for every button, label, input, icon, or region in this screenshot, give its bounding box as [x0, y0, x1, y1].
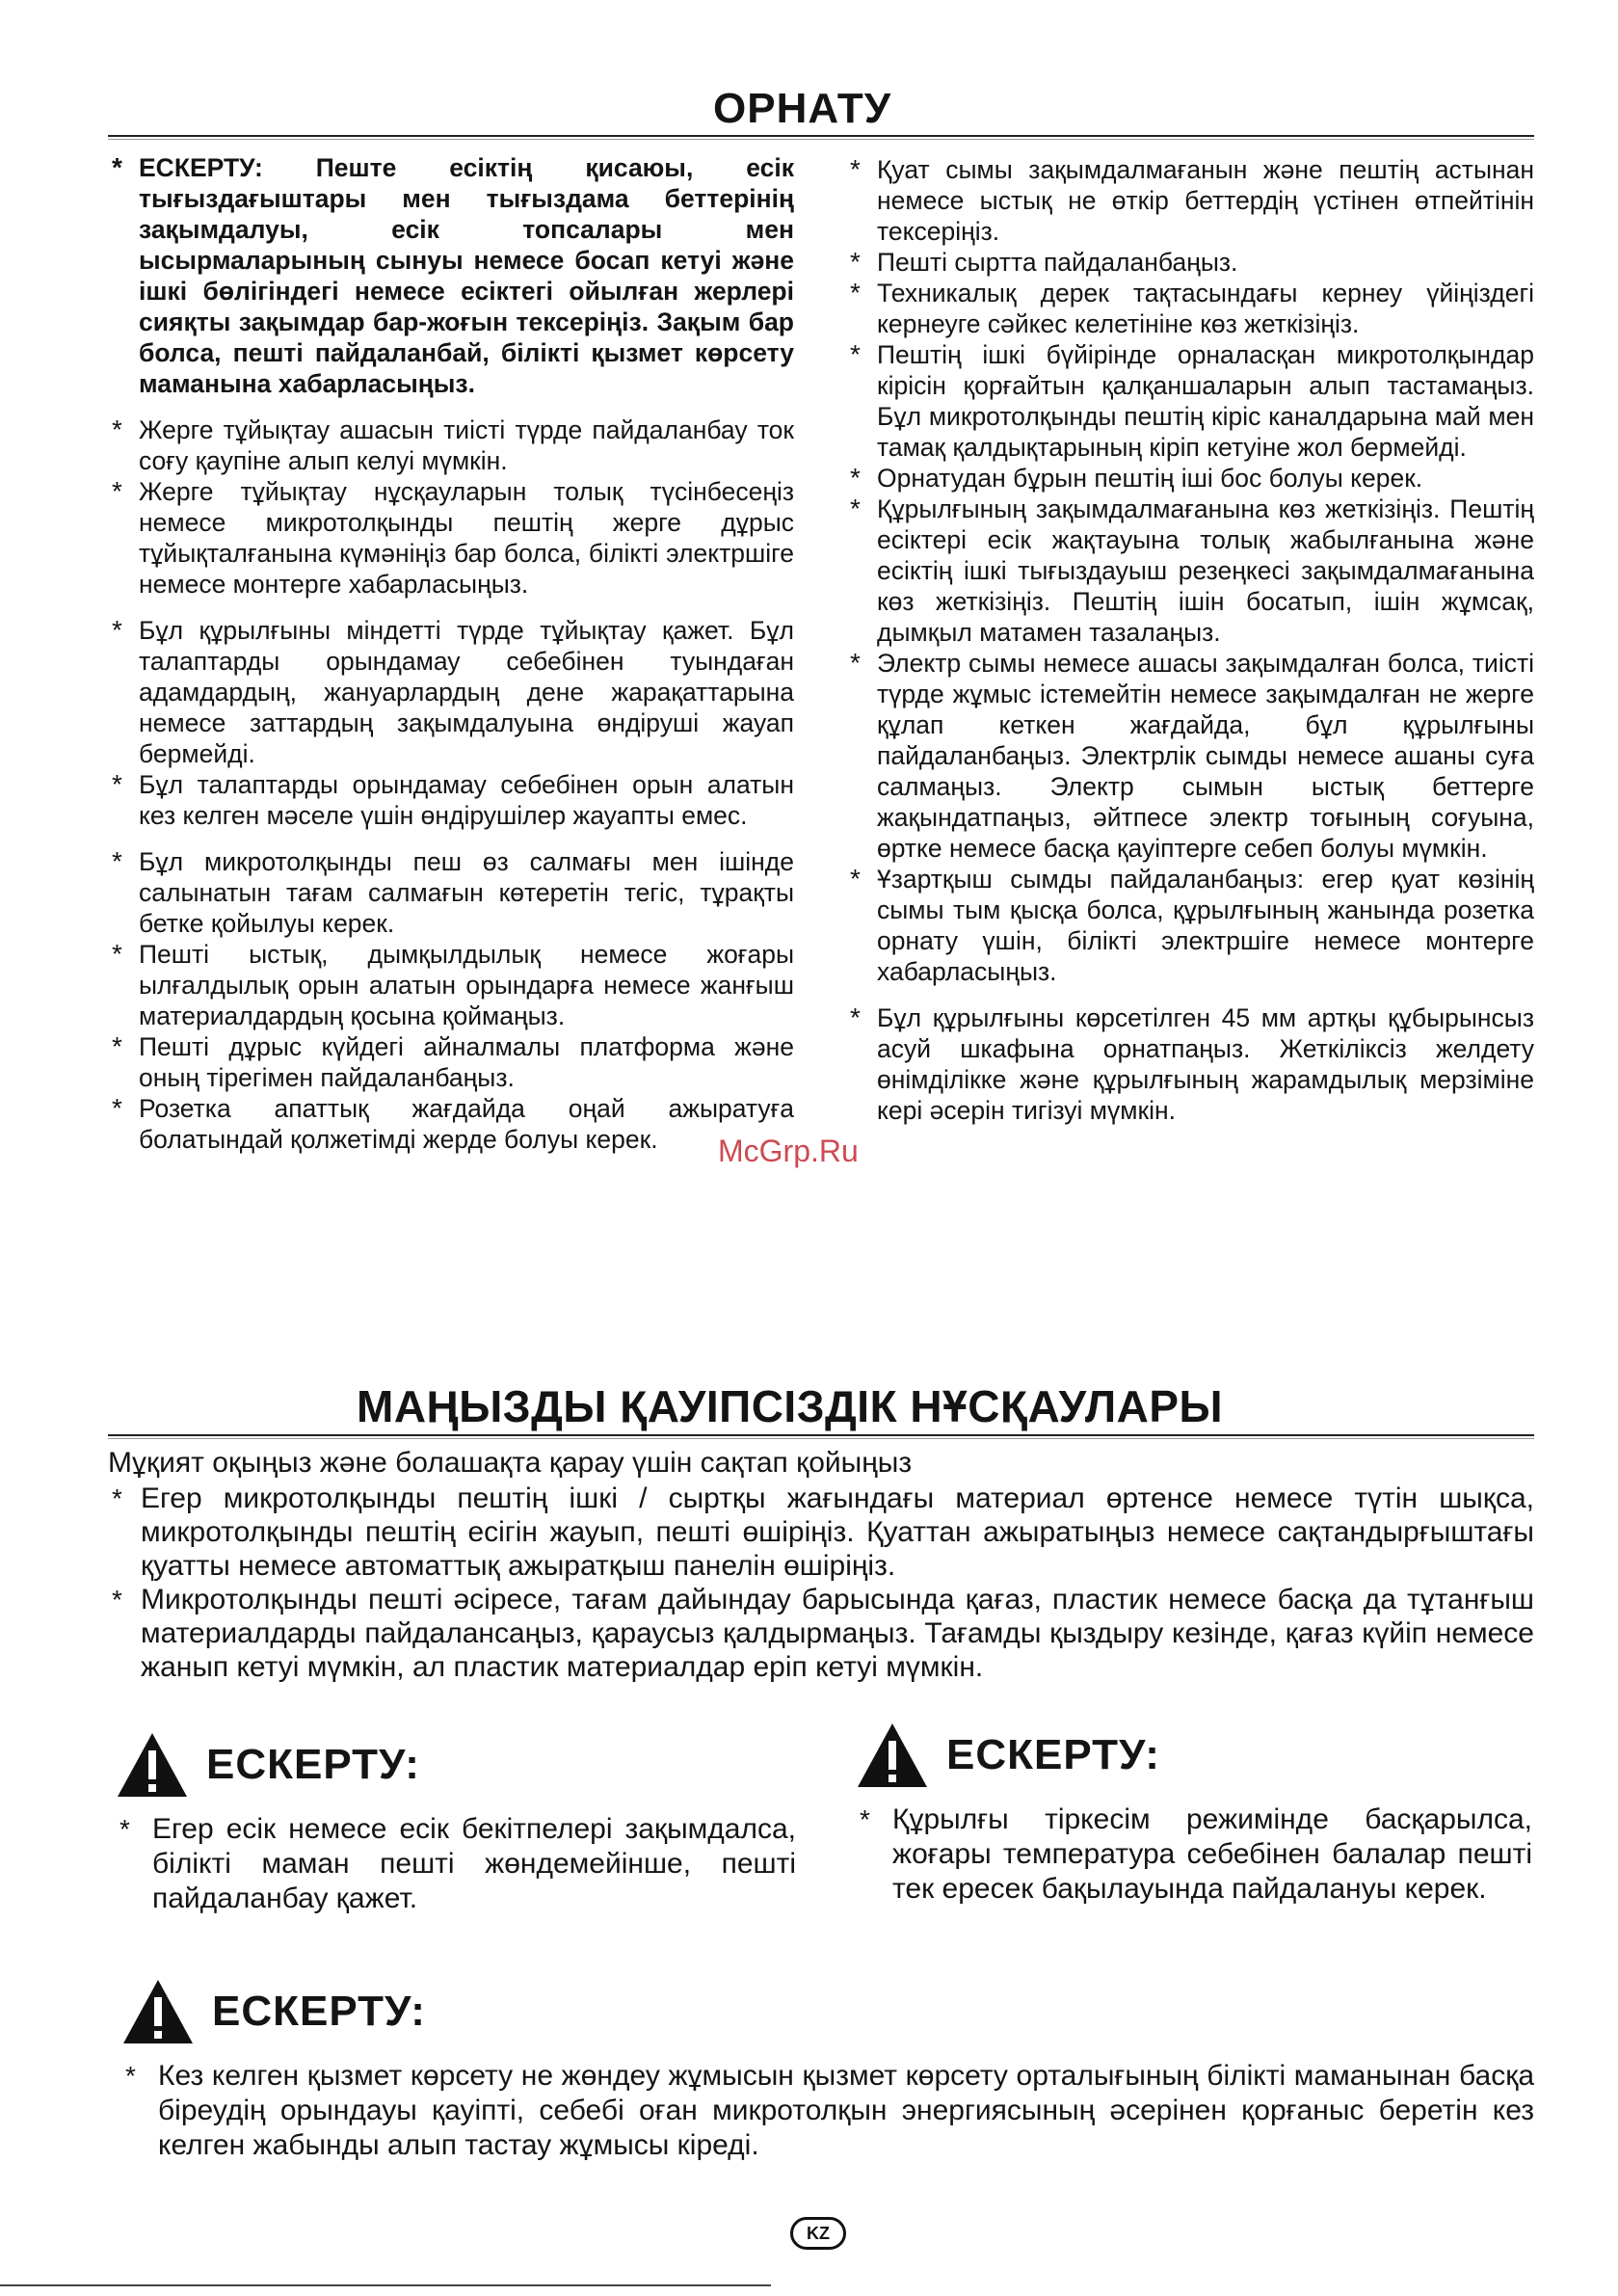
- bullet-star: *: [850, 1002, 861, 1032]
- list-item: * Пештің ішкі бүйірінде орналасқан микротолқындар кірісін қорғайтын қалқаншаларын алып тастамаңыз. Бұл микротолқынды пештің кіріс каналдарына май мен тамақ қалдықтарының кіріп кетуіне жол бермейді.: [850, 339, 1534, 462]
- safety-section: [108, 1446, 1534, 1684]
- list-item: * Пешті дұрыс күйдегі айналмалы платформа және оның тірегімен пайдаланбаңыз.: [112, 1031, 794, 1092]
- bullet-star: *: [850, 463, 861, 493]
- bullet-star: *: [850, 247, 861, 277]
- warning-block: [856, 1722, 1532, 1907]
- list-item: * Бұл құрылғыны міндетті түрде тұйықтау қажет. Бұл талаптарды орындамау себебінен туындаған адамдардың, жануарлардың дене жарақаттарына немесе заттардың зақымдалуына өндіруші жауап бермейді.: [112, 615, 794, 768]
- list-item: * Құрылғы тіркесім режимінде басқарылса, жоғары температура себебінен балалар пешті тек ересек бақылауында пайдалануы керек.: [860, 1803, 1532, 1905]
- bullet-star: *: [112, 846, 122, 876]
- warning-triangle-icon: [116, 1731, 189, 1799]
- bullet-star: *: [112, 1093, 122, 1123]
- bullet-star: *: [112, 1031, 122, 1061]
- bullet-star: *: [850, 278, 861, 307]
- section-title: МАҢЫЗДЫ ҚАУІПСІЗДІК НҰСҚАУЛАРЫ: [357, 1381, 1224, 1431]
- warning-label: ЕСКЕРТУ:: [212, 1988, 426, 2035]
- bullet-star: *: [850, 154, 861, 184]
- list-item: * Пешті сыртта пайдаланбаңыз.: [850, 247, 1238, 277]
- bullet-star: *: [112, 1483, 122, 1513]
- warning-triangle-icon: [121, 1978, 195, 2045]
- bullet-star: *: [860, 1804, 870, 1834]
- list-item: * Пешті ыстық, дымқылдылық немесе жоғары ылғалдылық орын алатын орындарға немесе жанғыш материалдардың қосына қоймаңыз.: [112, 939, 794, 1030]
- bullet-star: *: [850, 864, 861, 894]
- list-item: * Орнатудан бұрын пештің іші бос болуы керек.: [850, 463, 1423, 493]
- bullet-star: *: [850, 494, 861, 523]
- bullet-star: *: [112, 476, 122, 506]
- page-title: ОРНАТУ: [713, 85, 892, 132]
- safety-intro: Мұқият оқыңыз және болашақта қарау үшін сақтап қойыңыз: [108, 1447, 913, 1479]
- warning-label: ЕСКЕРТУ:: [946, 1731, 1160, 1778]
- list-item: * Бұл құрылғыны көрсетілген 45 мм артқы құбырынсыз асуй шкафына орнатпаңыз. Жеткіліксіз желдету өнімділікке және құрылғының жарамдылық мерзіміне кері әсерін тигізуі мүмкін.: [850, 1002, 1534, 1125]
- list-item: * Жерге тұйықтау ашасын тиісті түрде пайдаланбау ток соғу қаупіне алып келуі мүмкін.: [112, 414, 794, 475]
- list-item: * ЕСКЕРТУ: Пеште есіктің қисаюы, есік тығыздағыштары мен тығыздама беттерінің зақымдалуы, есік топсалары мен ысырмаларының сынуы немесе босап кетуі және ішкі бөлігіндегі немесе есіктегі ойылған жерлері сияқты зақымдар бар-жоғын тексеріңіз. Зақым бар болса, пешті пайдаланбай, білікті қызмет көрсету маманына хабарласыңыз.: [112, 152, 794, 398]
- list-item: * Қуат сымы зақымдалмағанын және пештің астынан немесе ыстық не өткір беттердің үстінен өтпейтінін тексеріңіз.: [850, 154, 1534, 246]
- list-item: * Электр сымы немесе ашасы зақымдалған болса, тиісті түрде жұмыс істемейтін немесе зақымдалған не жерге құлап кеткен жағдайда, бұл құрылғыны пайдаланбаңыз. Электрлік сымды немесе ашаны суға салмаңыз. Электр сымын ыстық беттерге жақындатпаңыз, әйтпесе электр тоғының соғуына, өртке немесе басқа қауіптерге себеп болуы мүмкін.: [850, 648, 1534, 863]
- warning-label: ЕСКЕРТУ:: [206, 1741, 420, 1788]
- bullet-star: *: [112, 1585, 122, 1615]
- bullet-star: *: [112, 769, 122, 799]
- warning-triangle-icon: [856, 1722, 929, 1789]
- bullet-star: *: [850, 339, 861, 369]
- bullet-star: *: [112, 615, 122, 645]
- list-item: * Кез келген қызмет көрсету не жөндеу жұмысын қызмет көрсету орталығының білікті маманынан басқа біреудің орындауы қауіпті, себебі оған микротолқын энергиясының әсерінен қорғаныс беретін кез келген жабынды алып тастау жұмысы кіреді.: [125, 2060, 1534, 2161]
- list-item: * Бұл талаптарды орындамау себебінен орын алатын кез келген мәселе үшін өндірушілер жауапты емес.: [112, 769, 794, 830]
- title-rule: [108, 135, 1534, 140]
- list-item: * Егер есік немесе есік бекітпелері зақымдалса, білікті маман пешті жөндемейінше, пешті пайдаланбау қажет.: [119, 1813, 796, 1914]
- bullet-star: *: [112, 414, 122, 444]
- list-item: * Розетка апаттық жағдайда оңай ажыратуға болатындай қолжетімді жерде болуы керек.: [112, 1093, 794, 1154]
- list-item: * Бұл микротолқынды пеш өз салмағы мен ішінде салынатын тағам салмағын көтеретін тегіс, тұрақты бетке қойылуы керек.: [112, 846, 794, 938]
- list-item: * Микротолқынды пешті әсіресе, тағам дайындау барысында қағаз, пластик немесе басқа да тұтанғыш материалдарды пайдалансаңыз, қараусыз қалдырмаңыз. Тағамды қыздыру кезінде, қағаз күйіп немесе жанып кетуі мүмкін, ал пластик материалдар еріп кетуі мүмкін.: [112, 1584, 1534, 1683]
- list-item: * Егер микротолқынды пештің ішкі / сыртқы жағындағы материал өртенсе немесе түтін шықса, микротолқынды пештің есігін жауып, пешті өшіріңіз. Қуаттан ажыратыңыз немесе сақтандырғыштағы қуатты немесе автоматтық ажыратқыш панелін өшіріңіз.: [112, 1482, 1534, 1582]
- bullet-star: *: [112, 939, 122, 969]
- list-item: * Ұзартқыш сымды пайдаланбаңыз: егер қуат көзінің сымы тым қысқа болса, құрылғының жанында розетка орнату үшін, білікті электршіге немесе монтерге хабарласыңыз.: [850, 864, 1534, 986]
- list-item: * Құрылғының зақымдалмағанына көз жеткізіңіз. Пештің есіктері есік жақтауына толық жабылғанына және есіктің ішкі тығыздауыш резеңкесі зақымдалмағанына көз жеткізіңіз. Пештің ішін босатып, ішін жұмсақ, дымқыл матамен тазалаңыз.: [850, 494, 1534, 647]
- warning-block: [121, 1978, 1534, 2163]
- warning-block: [116, 1731, 796, 1916]
- footer-rule: [0, 2284, 771, 2286]
- section-rule: [108, 1434, 1534, 1439]
- list-item: * Техникалық дерек тақтасындағы кернеу үйіңіздегі кернеуге сәйкес келетініне көз жеткізіңіз.: [850, 278, 1534, 338]
- bullet-star: *: [850, 648, 861, 678]
- list-item: * Жерге тұйықтау нұсқауларын толық түсінбесеңіз немесе микротолқынды пештің жерге дұрыс тұйықталғанына күмәніңіз бар болса, білікті электршіге немесе монтерге хабарласыңыз.: [112, 476, 794, 599]
- watermark: McGrp.Ru: [718, 1134, 859, 1168]
- bullet-star: *: [112, 152, 122, 182]
- bullet-star: *: [119, 1814, 130, 1844]
- left-column: [108, 152, 794, 1155]
- bullet-star: *: [125, 2061, 136, 2091]
- language-badge: KZ: [790, 2217, 846, 2250]
- right-column: [846, 154, 1534, 1126]
